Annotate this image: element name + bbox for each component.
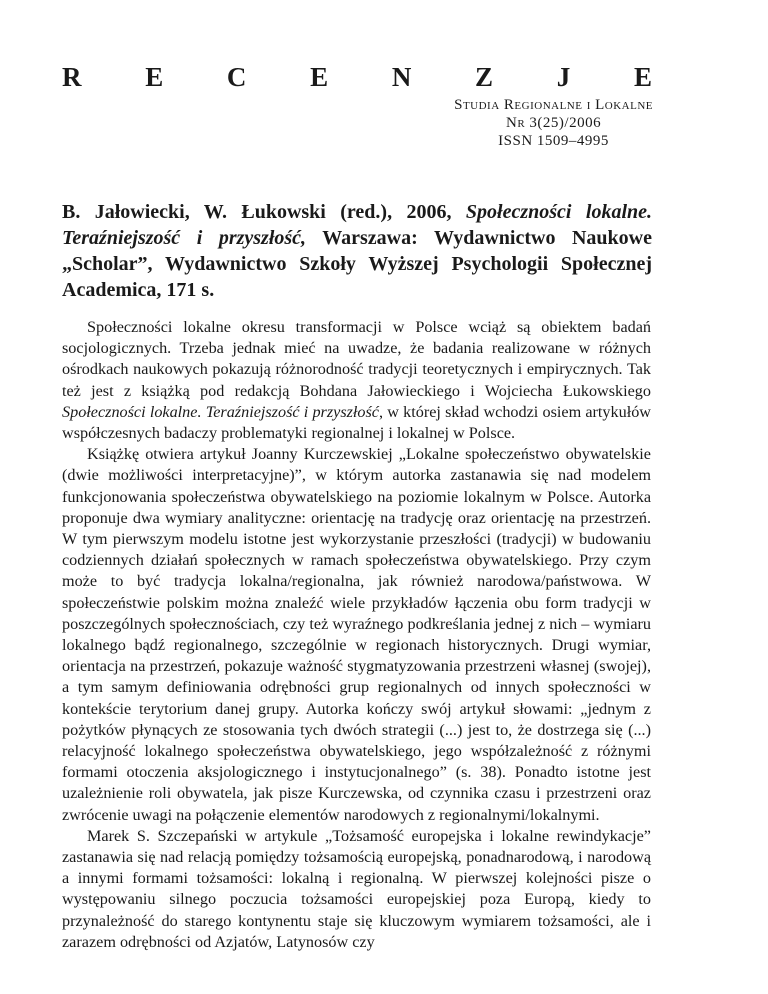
review-publisher: Warszawa: Wydawnictwo Naukowe „Scholar”, Wydawnictwo Szkoły Wyższej Psychologii Społecznej Academica, 171 s. <box>62 227 652 301</box>
heading-letter: E <box>145 62 164 92</box>
paragraph-text: Społeczności lokalne okresu transformacji w Polsce wciąż są obiektem badań socjologicznych. Trzeba jednak mieć na uwadze, że badania realizowane w różnych ośrodkach naukowych pokazują różnorodność tradycji teoretycznych i empirycznych. Tak też jest z książką pod redakcją Bohdana Jałowieckiego i Wojciecha Łukowskiego <box>62 318 651 400</box>
journal-name: Studia Regionalne i Lokalne <box>454 97 653 113</box>
journal-issue: Nr 3(25)/2006 <box>506 115 602 131</box>
paragraph-text: , w której skład wchodzi osiem artykułów współczesnych badaczy problematyki regionalnej i lokalnej w Polsce. <box>62 402 651 443</box>
book-title-inline: Społeczności lokalne. Teraźniejszość i przyszłość <box>62 402 379 421</box>
body-paragraph <box>62 317 651 444</box>
heading-letter: C <box>226 62 247 92</box>
heading-letter: R <box>62 62 82 92</box>
body-paragraph: Książkę otwiera artykuł Joanny Kurczewskiej „Lokalne społeczeństwo obywatelskie (dwie możliwości interpretacyjne)”, w którym autorka zastanawia się nad modelem funkcjonowania społeczeństwa obywatelskiego na poziomie lokalnym w Polsce. Autorka proponuje dwa wymiary analityczne: orientację na tradycję oraz orientację na przestrzeń. W tym pierwszym modelu istotne jest wykorzystanie przeszłości (tradycji) w budowaniu codziennych działań społecznych w ramach społeczeństwa obywatelskiego. Przy czym może to być tradycja lokalna/regionalna, jak również narodowa/państwowa. W społeczeństwie polskim można znaleźć wiele przykładów łączenia obu form tradycji w poszczególnych społecznościach, czy też wyraźnego podkreślania jednej z nich – wymiaru lokalnego bądź regionalnego, szczególnie w regionach historycznych. Drugi wymiar, orientacja na przestrzeń, pokazuje ważność stygmatyzowania przestrzeni własnej (swojej), a tym samym definiowania odrębności grup regionalnych od innych społeczności w kontekście terytorium danej grupy. Autorka kończy swój artykuł słowami: „jednym z pożytków płynących ze stosowania tych dwóch strategii (...) jest to, że dostrzega się (...) relacyjność lokalnego społeczeństwa obywatelskiego, jego współzależność z różnymi formami otoczenia aksjologicznego i instytucjonalnego” (s. 38). Ponadto istotne jest uzależnienie roli obywatela, jak pisze Kurczewska, od czynnika czasu i przestrzeni oraz zwrócenie uwagi na połączenie elementów narodowych z regionalnymi/lokalnymi. <box>62 445 651 824</box>
heading-letter: J <box>556 62 571 92</box>
journal-info <box>454 96 653 150</box>
journal-issn: ISSN 1509–4995 <box>498 133 609 149</box>
review-book-title: Społeczności lokalne. Teraźniejszość i przyszłość, <box>62 201 653 249</box>
section-heading-recenzje <box>62 62 652 93</box>
review-title <box>62 199 652 303</box>
heading-letter: E <box>310 62 329 92</box>
review-authors: B. Jałowiecki, W. Łukowski (red.), 2006, <box>62 201 466 223</box>
heading-letter: Z <box>475 62 494 92</box>
review-body <box>62 317 651 953</box>
body-paragraph: Marek S. Szczepański w artykule „Tożsamość europejska i lokalne rewindykacje” zastanawia się nad relacją pomiędzy tożsamością europejską, ponadnarodową, i narodową a innymi formami tożsamości: lokalną i regionalną. W pierwszej kolejności pisze o występowaniu silnego poczucia tożsamości europejskiej poza Europą, kiedy to przynależność do starego kontynentu staje się kluczowym wymiarem tożsamości, ale i zarazem odrębności od Azjatów, Latynosów czy <box>62 826 651 951</box>
heading-letter: E <box>633 62 652 92</box>
heading-letter: N <box>391 62 412 92</box>
